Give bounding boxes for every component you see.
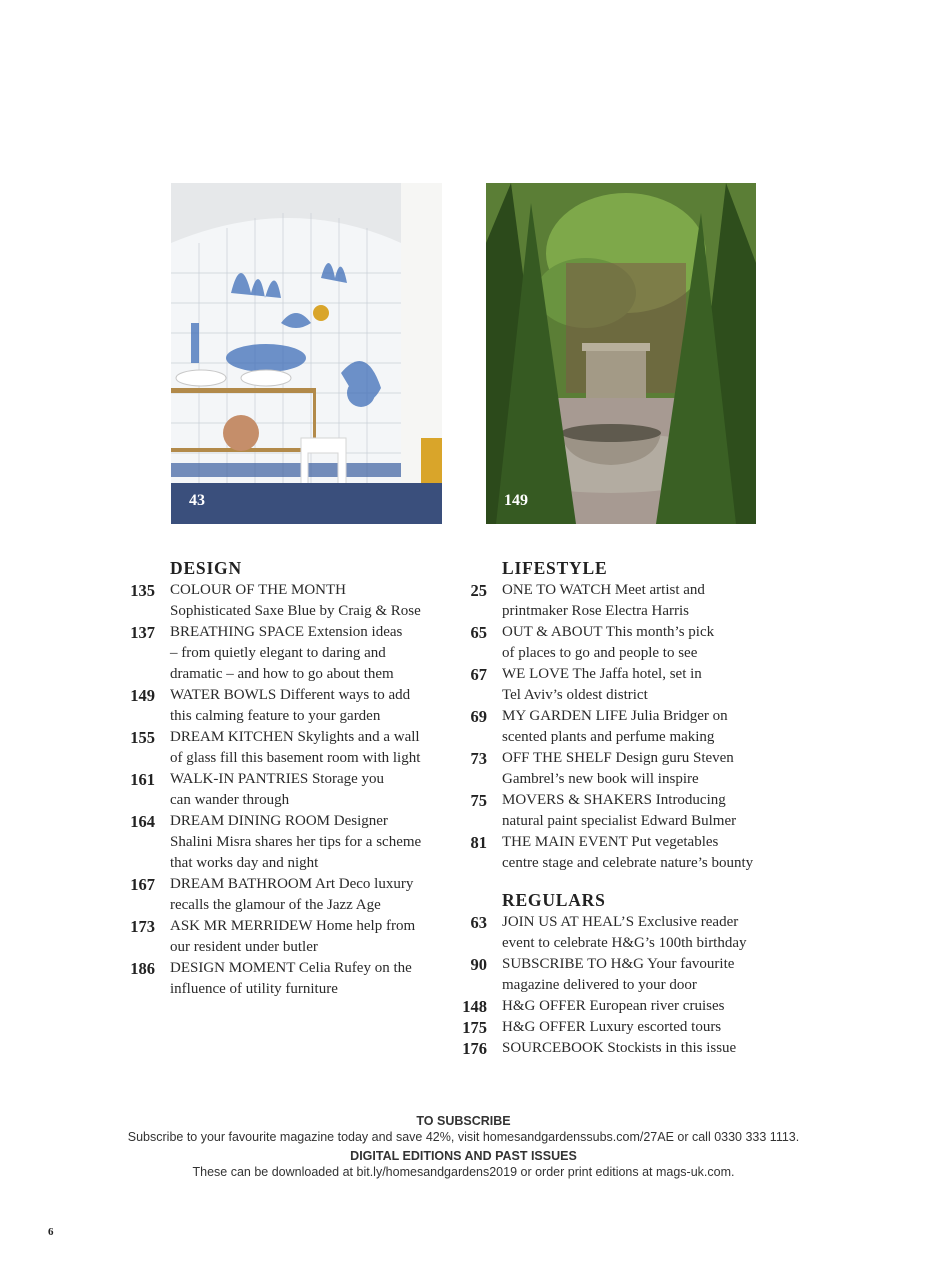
page-number: 6 <box>48 1226 54 1238</box>
digital-heading: DIGITAL EDITIONS AND PAST ISSUES <box>350 1149 577 1163</box>
toc-page-number: 65 <box>470 623 487 642</box>
subscribe-block <box>0 1114 927 1179</box>
toc-entry <box>120 622 440 685</box>
toc-entry <box>120 874 440 916</box>
toc-description-line: DESIGN MOMENT Celia Rufey on the <box>170 960 412 976</box>
toc-description <box>170 580 421 622</box>
toc-page-number: 186 <box>130 959 155 978</box>
toc-description-line: DREAM DINING ROOM Designer <box>170 813 388 829</box>
toc-description-line: dramatic – and how to go about them <box>170 666 394 682</box>
toc-description <box>502 912 747 954</box>
lifestyle-regulars-section <box>452 556 772 1059</box>
toc-page-number: 161 <box>130 770 155 789</box>
toc-description-line: OFF THE SHELF Design guru Steven <box>502 750 734 766</box>
regulars-heading: REGULARS <box>502 890 606 910</box>
toc-description-line: our resident under butler <box>170 939 318 955</box>
toc-description-line: MY GARDEN LIFE Julia Bridger on <box>502 708 728 724</box>
toc-description <box>170 958 412 1000</box>
toc-description-line: of glass fill this basement room with light <box>170 750 421 766</box>
toc-entry <box>452 1038 772 1059</box>
toc-description <box>170 727 420 769</box>
toc-entry <box>452 580 772 622</box>
toc-description <box>170 622 402 685</box>
toc-page-number: 90 <box>470 955 487 974</box>
toc-description-line: this calming feature to your garden <box>170 708 381 724</box>
toc-description-line: of places to go and people to see <box>502 645 698 661</box>
toc-description-line: SOURCEBOOK Stockists in this issue <box>502 1040 737 1056</box>
design-section <box>120 556 440 1000</box>
toc-description <box>502 664 702 706</box>
toc-entry <box>120 580 440 622</box>
toc-entry <box>452 664 772 706</box>
design-heading: DESIGN <box>170 558 242 578</box>
toc-entry <box>120 685 440 727</box>
toc-description-line: can wander through <box>170 792 290 808</box>
toc-description <box>502 832 753 874</box>
toc-page-number: 149 <box>130 686 155 705</box>
toc-description-line: that works day and night <box>170 855 319 871</box>
toc-description <box>502 748 734 790</box>
photo-page-number: 149 <box>504 492 528 509</box>
toc-description-line: Gambrel’s new book will inspire <box>502 771 699 787</box>
toc-description <box>170 916 415 958</box>
toc-entry <box>452 954 772 996</box>
toc-entry <box>452 748 772 790</box>
toc-entry <box>452 996 772 1017</box>
toc-entry <box>120 811 440 874</box>
toc-description <box>502 580 705 622</box>
toc-page-number: 167 <box>130 875 155 894</box>
toc-page-number: 173 <box>130 917 155 936</box>
toc-description-line: H&G OFFER European river cruises <box>502 998 725 1014</box>
toc-page-number: 73 <box>470 749 487 768</box>
toc-page-number: 69 <box>470 707 487 726</box>
toc-description <box>502 996 724 1017</box>
garden-image <box>486 183 756 524</box>
toc-page-number: 25 <box>470 581 487 600</box>
photo-page-number: 43 <box>189 492 205 509</box>
toc-entry <box>120 958 440 1000</box>
toc-description-line: WATER BOWLS Different ways to add <box>170 687 411 703</box>
toc-description <box>170 685 410 727</box>
toc-description <box>170 874 413 916</box>
toc-page-number: 81 <box>470 833 487 852</box>
toc-description <box>170 769 384 811</box>
bathroom-image <box>171 183 442 524</box>
toc-description-line: recalls the glamour of the Jazz Age <box>170 897 381 913</box>
toc-description-line: DREAM KITCHEN Skylights and a wall <box>170 729 420 745</box>
toc-description-line: influence of utility furniture <box>170 981 338 997</box>
toc-page-number: 164 <box>130 812 155 831</box>
toc-description <box>502 1038 736 1059</box>
toc-description-line: BREATHING SPACE Extension ideas <box>170 624 403 640</box>
toc-description-line: MOVERS & SHAKERS Introducing <box>502 792 726 808</box>
toc-description-line: scented plants and perfume making <box>502 729 715 745</box>
toc-entry <box>452 832 772 874</box>
regulars-list <box>452 912 772 1059</box>
toc-description-line: Tel Aviv’s oldest district <box>502 687 648 703</box>
toc-description-line: natural paint specialist Edward Bulmer <box>502 813 737 829</box>
toc-description-line: WE LOVE The Jaffa hotel, set in <box>502 666 702 682</box>
design-list <box>120 580 440 1000</box>
toc-description <box>502 790 736 832</box>
toc-entry <box>452 706 772 748</box>
subscribe-text: Subscribe to your favourite magazine today and save 42%, visit homesandgardenssubs.com/27AE or call 0330 333 1113. <box>127 1130 800 1144</box>
toc-description-line: Sophisticated Saxe Blue by Craig & Rose <box>170 603 421 619</box>
toc-page-number: 137 <box>130 623 155 642</box>
toc-description-line: printmaker Rose Electra Harris <box>502 603 690 619</box>
toc-description-line: JOIN US AT HEAL’S Exclusive reader <box>502 914 739 930</box>
toc-page-number: 176 <box>462 1039 487 1058</box>
toc-description-line: ONE TO WATCH Meet artist and <box>502 582 705 598</box>
toc-description-line: SUBSCRIBE TO H&G Your favourite <box>502 956 735 972</box>
toc-page-number: 155 <box>130 728 155 747</box>
toc-entry <box>452 912 772 954</box>
photo-lifestyle-garden <box>486 183 756 524</box>
toc-page-number: 175 <box>462 1018 487 1037</box>
toc-page-number: 75 <box>470 791 487 810</box>
toc-entry <box>120 769 440 811</box>
toc-description <box>170 811 421 874</box>
toc-description-line: magazine delivered to your door <box>502 977 697 993</box>
toc-description-line: centre stage and celebrate nature’s bounty <box>502 855 754 871</box>
toc-entry <box>120 916 440 958</box>
toc-description-line: DREAM BATHROOM Art Deco luxury <box>170 876 414 892</box>
toc-entry <box>452 790 772 832</box>
toc-page-number: 63 <box>470 913 487 932</box>
toc-description <box>502 706 728 748</box>
toc-description-line: THE MAIN EVENT Put vegetables <box>502 834 719 850</box>
lifestyle-list <box>452 580 772 874</box>
toc-entry <box>452 622 772 664</box>
toc-description <box>502 954 734 996</box>
toc-description-line: COLOUR OF THE MONTH <box>170 582 346 598</box>
toc-description <box>502 622 714 664</box>
toc-description-line: ASK MR MERRIDEW Home help from <box>170 918 416 934</box>
toc-description-line: OUT & ABOUT This month’s pick <box>502 624 715 640</box>
toc-description <box>502 1017 721 1038</box>
toc-description-line: event to celebrate H&G’s 100th birthday <box>502 935 747 951</box>
toc-entry <box>452 1017 772 1038</box>
digital-text: These can be downloaded at bit.ly/homesandgardens2019 or order print editions at mags-uk.com. <box>192 1165 735 1179</box>
photo-design-bathroom <box>171 183 442 524</box>
toc-description-line: Shalini Misra shares her tips for a scheme <box>170 834 422 850</box>
toc-description-line: – from quietly elegant to daring and <box>170 645 386 661</box>
toc-page-number: 148 <box>462 997 487 1016</box>
lifestyle-heading: LIFESTYLE <box>502 558 608 578</box>
toc-entry <box>120 727 440 769</box>
toc-page-number: 135 <box>130 581 155 600</box>
subscribe-heading: TO SUBSCRIBE <box>416 1114 511 1128</box>
toc-page-number: 67 <box>470 665 487 684</box>
toc-description-line: H&G OFFER Luxury escorted tours <box>502 1019 722 1035</box>
toc-description-line: WALK-IN PANTRIES Storage you <box>170 771 385 787</box>
